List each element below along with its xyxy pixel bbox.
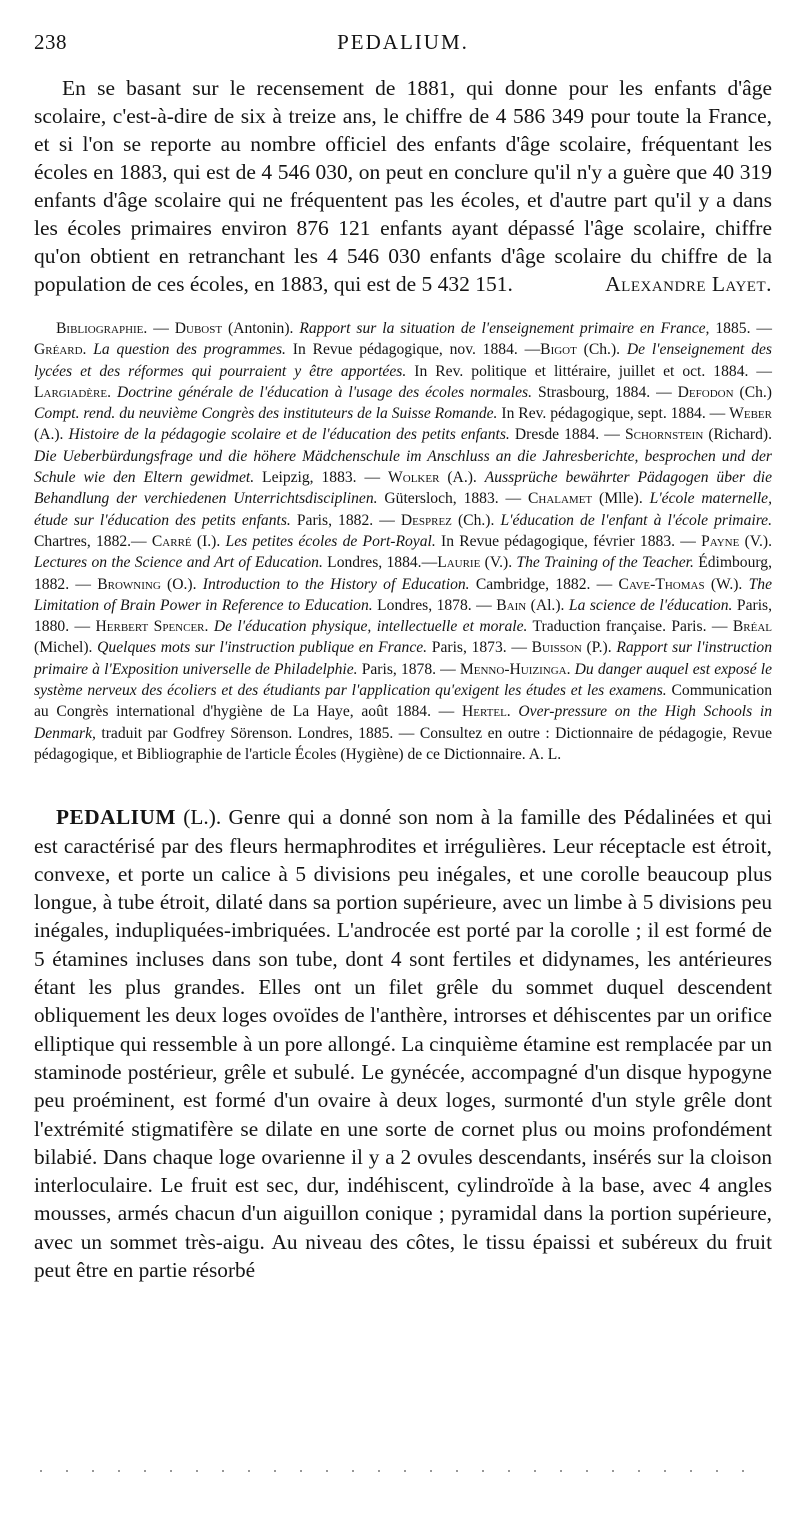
speck: [326, 1470, 328, 1472]
bib-initials: (Ch.).: [576, 341, 627, 359]
speck: [404, 1470, 406, 1472]
bib-title: Histoire de la pédagogie scolaire et de l'éducation des petits enfants.: [68, 426, 510, 444]
bib-author: Hertel.: [461, 703, 511, 721]
bib-author: Defodon: [677, 383, 734, 401]
bib-details: Traduction française. Paris. —: [527, 618, 733, 636]
bib-details: Paris, 1882. —: [290, 511, 401, 529]
bib-details: Paris, 1878. —: [357, 660, 460, 678]
bib-author: Menno-Huizinga.: [459, 660, 571, 678]
bib-initials: (Ch.).: [451, 511, 501, 529]
bib-details: In Revue pédagogique, nov. 1884. —: [285, 341, 541, 359]
bib-title: Les petites écoles de Port-Royal.: [225, 532, 436, 550]
bib-details: Édimbourg, 1882. —: [34, 554, 773, 593]
bib-details: Chartres, 1882.—: [34, 532, 152, 550]
bib-initials: (I.).: [191, 532, 226, 550]
speck: [612, 1470, 614, 1472]
bib-title: L'école maternelle, étude sur l'éducation des petits enfants.: [34, 490, 772, 529]
speck: [40, 1470, 42, 1472]
bibliography: [34, 318, 772, 765]
bib-title: Quelques mots sur l'instruction publique en France.: [97, 639, 428, 657]
bib-title: L'éducation de l'enfant à l'école primaire.: [500, 511, 773, 529]
bib-details: Dresde 1884. —: [509, 426, 625, 444]
bib-author: Buisson: [531, 639, 582, 657]
speck: [664, 1470, 666, 1472]
bib-author: Payne: [701, 532, 740, 550]
bib-details: Londres, 1884.—: [322, 554, 438, 572]
bib-author: Weber: [729, 405, 772, 423]
bib-details: Communication au Congrès international d'hygiène de La Haye, août 1884. —: [34, 682, 772, 721]
bib-details: In Revue pédagogique, février 1883. —: [435, 532, 702, 550]
bib-title: Du danger auquel est exposé le système nerveux des écoliers et des étudiants par l'application qu'exigent les études et les examens.: [34, 660, 773, 700]
speck: [118, 1470, 120, 1472]
bib-author: Desprez: [400, 511, 452, 529]
speck: [144, 1470, 146, 1472]
bib-title: La science de l'éducation.: [568, 596, 733, 614]
bib-details: Strasbourg, 1884. —: [531, 383, 678, 401]
bib-initials: (A.).: [34, 426, 69, 444]
bib-title: Introduction to the History of Education.: [202, 575, 470, 593]
speck: [586, 1470, 588, 1472]
page-number: 238: [34, 30, 67, 54]
speck: [690, 1470, 692, 1472]
bib-title: Lectures on the Science and Art of Education.: [34, 554, 323, 572]
headword-abbrev: (L.).: [175, 805, 222, 830]
speck: [274, 1470, 276, 1472]
speck: [170, 1470, 172, 1472]
bib-title: Aussprüche bewährter Pädagogen über die Behandlung der verchiedenen Unterrichtsdisciplinen.: [34, 469, 772, 508]
bib-details: Londres, 1878. —: [372, 596, 497, 614]
bib-initials: (P.).: [581, 639, 617, 657]
speck: [248, 1470, 250, 1472]
bib-author: Wolker: [388, 469, 440, 487]
bib-initials: (V.).: [480, 554, 517, 572]
bib-details: Cambridge, 1882. —: [469, 575, 619, 593]
bib-author: Gréard.: [34, 341, 87, 359]
bib-initials: (Al.).: [526, 596, 569, 614]
page: [34, 30, 772, 1284]
speck: [534, 1470, 536, 1472]
bib-title: De l'enseignement des lycées et des réformes qui pourraient y être apportées.: [34, 341, 772, 380]
bib-author: Bain: [496, 596, 527, 614]
bib-details: Gütersloch, 1883. —: [377, 490, 528, 508]
bib-initials: (A.).: [439, 469, 485, 487]
bib-title: Rapport sur la situation de l'enseignement primaire en France,: [299, 320, 710, 337]
bib-author: Dubost: [174, 320, 223, 337]
hygiene-paragraph: [34, 74, 772, 298]
speck: [560, 1470, 562, 1472]
hygiene-paragraph-text: En se basant sur le recensement de 1881, qui donne pour les enfants d'âge scolaire, c'est-à-dire de six à treize ans, le chiffre de 4 586 349 pour toute la France, et si l'on se reporte au nombre officiel des enfants d'âge scolaire, fréquentant les écoles en 1883, qui est de 4 546 030, on peut en conclure qu'il n'y a guère que 40 319 enfants d'âge scolaire qui ne fréquentent pas les écoles, et d'autre part qu'il y a dans les écoles primaires environ 876 121 enfants ayant dépassé l'âge scolaire, chiffre qu'on obtient en retranchant les 4 546 030 enfants d'âge scolaire du chiffre de la population de ces écoles, en 1883, qui est de 5 432 151.: [34, 76, 772, 296]
author-signature: Alexandre Layet.: [605, 272, 772, 296]
bib-initials: (Richard).: [703, 426, 772, 444]
bib-details: In Rev. politique et littéraire, juillet et oct. 1884. —: [406, 362, 772, 380]
bib-author: Cave-Thomas: [618, 575, 705, 593]
bib-author: Herbert Spencer.: [95, 618, 209, 636]
bib-author: Carré: [151, 532, 192, 550]
speck: [482, 1470, 484, 1472]
bib-initials: (O.).: [160, 575, 203, 593]
bibliography-entry: [34, 341, 540, 358]
bib-title: Doctrine générale de l'éducation à l'usage des écoles normales.: [110, 383, 532, 401]
bib-title: Rapport sur l'instruction primaire à l'Exposition universelle de Philadelphie.: [34, 639, 773, 678]
speck: [66, 1470, 68, 1472]
bib-title: Die Ueberbürdungsfrage und die höhere Mädchenschule im Anschluss an die Jahresberichte, besprochen und der Schule wie den Eltern gewidmet.: [34, 447, 772, 487]
bib-author: Bréal: [732, 618, 772, 636]
margin-specks: [40, 1470, 760, 1480]
bibliography-entry: [56, 320, 772, 337]
bib-details: In Rev. pédagogique, sept. 1884. —: [497, 405, 730, 423]
bib-author: Browning: [97, 575, 161, 593]
bib-initials: (Antonin).: [222, 320, 300, 337]
speck: [378, 1470, 380, 1472]
speck: [222, 1470, 224, 1472]
page-header: [34, 30, 772, 60]
speck: [430, 1470, 432, 1472]
speck: [638, 1470, 640, 1472]
bib-author: Laurie: [437, 554, 481, 572]
speck: [742, 1470, 744, 1472]
bib-author: Schornstein: [624, 426, 704, 444]
bib-details: Paris, 1880. —: [34, 596, 772, 636]
bib-title: Compt. rend. du neuvième Congrès des instituteurs de la Suisse Romande.: [34, 405, 498, 423]
bib-title: De l'éducation physique, intellectuelle et morale.: [208, 618, 528, 636]
speck: [456, 1470, 458, 1472]
bib-author: Bigot: [540, 341, 577, 359]
bib-details: 1885. —: [709, 320, 772, 337]
bib-title: The Limitation of Brain Power in Reference to Education.: [34, 575, 772, 614]
bibliography-entry: [96, 618, 733, 635]
bib-initials: (Michel).: [34, 639, 98, 657]
speck: [196, 1470, 198, 1472]
speck: [352, 1470, 354, 1472]
running-title: PEDALIUM.: [337, 30, 469, 54]
bibliography-entry: [34, 384, 678, 401]
bib-separator: —: [147, 320, 175, 337]
bib-initials: (Ch.): [733, 383, 772, 401]
pedalium-article-text: Genre qui a donné son nom à la famille des Pédalinées et qui est caractérisé par des fleurs hermaphrodites et irrégulières. Leur réceptacle est étroit, convexe, et porte un calice à 5 divisions peu inégales, et une corolle beaucoup plus longue, à tube étroit, dilaté dans sa portion supérieure, avec un limbe à 5 divisions peu inégales, indupliquées-imbriquées. L'androcée est porté par la corolle ; il est formé de 5 étamines incluses dans son tube, dont 4 sont fertiles et didynames, les antérieures étant les plus grandes. Elles ont un filet grêle du sommet duquel descendent obliquement les deux loges ovoïdes de l'anthère, introrses et déhiscentes par un orifice elliptique qui ressemble à un pore allongé. La cinquième étamine est remplacée par un staminode postérieur, grêle et subulé. Le gynécée, accompagné d'un disque hypogyne peu proéminent, est formé d'un ovaire à deux loges, surmonté d'un style grêle dont l'extrémité stigmatifère se dilate en une sorte de cornet plus ou moins profondément bilabié. Dans chaque loge ovarienne il y a 2 ovules descendants, insérés sur la cloison interloculaire. Le fruit est sec, dur, indéhiscent, cylindroïde à la base, avec 4 angles mousses, armés chacun d'un aiguillon conique ; pyramidal dans la portion supérieure, avec un sommet très-aigu. Au niveau des côtes, le tissu épaissi et subéreux du fruit peut être en partie résorbé: [34, 805, 772, 1282]
speck: [300, 1470, 302, 1472]
bib-details: traduit par Godfrey Sörenson. Londres, 1885. — Consultez en outre : Dictionnaire de pédagogie, Revue pédagogique, et Bibliographie de l'article Écoles (Hygiène) de ce Dictionnaire. A. L.: [34, 724, 772, 763]
headword: PEDALIUM: [56, 805, 176, 830]
pedalium-article: [34, 803, 772, 1284]
bib-initials: (W.).: [704, 575, 749, 593]
bib-details: Leipzig, 1883. —: [254, 469, 389, 487]
bibliography-entry: [97, 576, 618, 593]
bib-details: Paris, 1873. —: [427, 639, 532, 657]
speck: [716, 1470, 718, 1472]
bib-title: The Training of the Teacher.: [516, 554, 694, 572]
bib-author: Largiadère.: [34, 383, 111, 401]
speck: [508, 1470, 510, 1472]
bib-initials: (V.).: [739, 532, 773, 550]
speck: [92, 1470, 94, 1472]
bib-initials: (Mlle).: [592, 490, 650, 508]
bibliography-entry: [152, 533, 701, 550]
bib-title: Over-pressure on the High Schools in Denmark,: [34, 703, 772, 742]
bib-author: Bibliographie.: [56, 320, 148, 337]
bib-title: La question des programmes.: [86, 341, 286, 359]
bib-author: Chalamet: [527, 490, 593, 508]
